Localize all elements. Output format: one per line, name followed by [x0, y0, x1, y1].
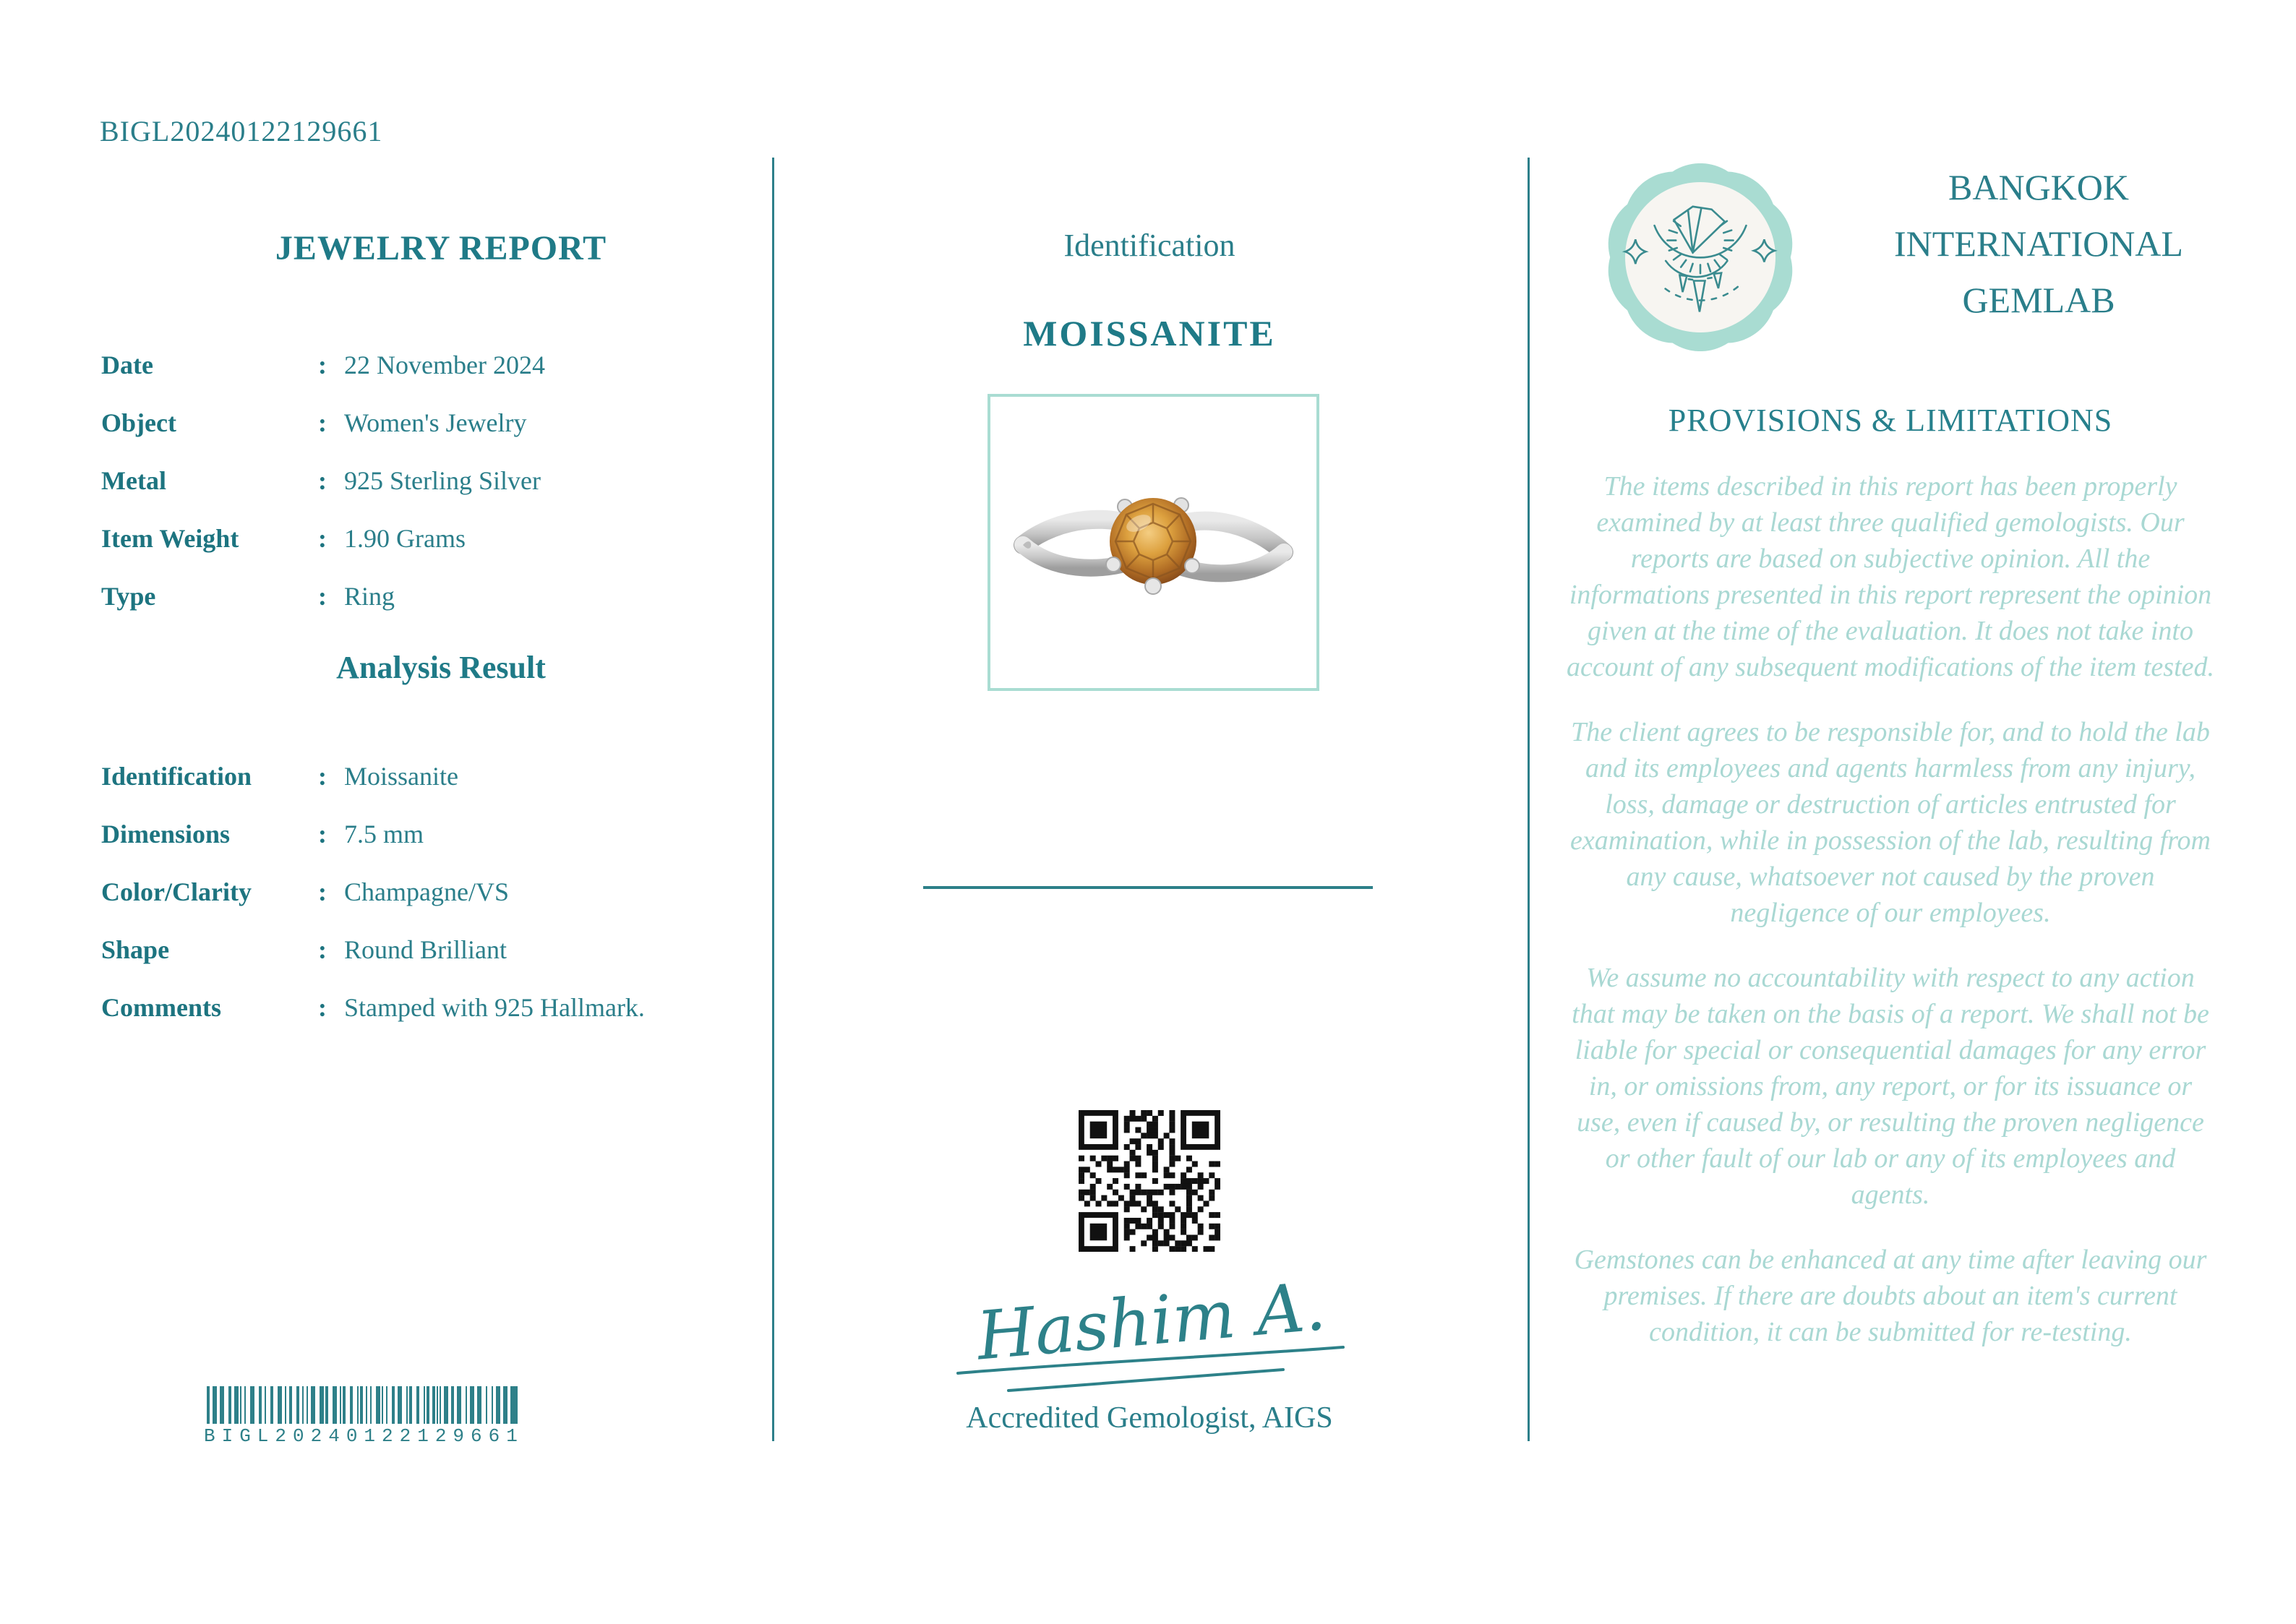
- brand-name: [1847, 159, 2230, 328]
- gemologist-signature: [940, 1263, 1359, 1415]
- field-colon: :: [318, 408, 327, 437]
- field-colon: :: [318, 466, 327, 495]
- report-number: BIGL20240122129661: [100, 115, 383, 147]
- field-label: Dimensions: [101, 820, 231, 848]
- field-row-item-weight: [101, 523, 774, 554]
- page-title: JEWELRY REPORT: [275, 229, 607, 267]
- gemlab-badge-icon: [1606, 163, 1794, 351]
- field-colon: :: [318, 877, 327, 906]
- ring-photo: [990, 397, 1316, 688]
- provisions-body: [1565, 468, 2216, 1379]
- field-value: 925 Sterling Silver: [344, 466, 541, 495]
- field-label: Item Weight: [101, 524, 239, 553]
- field-value: Champagne/VS: [344, 877, 509, 906]
- analysis-row-shape: [101, 935, 774, 965]
- brand-name-line: BANGKOK: [1948, 167, 2129, 207]
- barcode-text: BIGL20240122129661: [204, 1425, 524, 1447]
- field-value: Stamped with 925 Hallmark.: [344, 993, 645, 1022]
- field-value: Round Brilliant: [344, 935, 507, 964]
- field-value: 7.5 mm: [344, 820, 424, 848]
- barcode-bars-icon: [204, 1386, 522, 1424]
- field-value: Moissanite: [344, 762, 458, 791]
- field-colon: :: [318, 524, 327, 553]
- field-label: Type: [101, 582, 156, 611]
- field-label: Date: [101, 351, 153, 379]
- field-label: Comments: [101, 993, 221, 1022]
- analysis-row-color-clarity: [101, 877, 774, 907]
- field-label: Color/Clarity: [101, 877, 252, 906]
- field-row-metal: [101, 465, 774, 496]
- field-row-object: [101, 408, 774, 438]
- identification-heading: Identification: [1063, 228, 1235, 263]
- field-row-type: [101, 581, 774, 611]
- identification-result: MOISSANITE: [1023, 313, 1276, 353]
- field-value: Ring: [344, 582, 395, 611]
- ring-photo-frame: [988, 394, 1319, 691]
- divider-right: [1528, 158, 1530, 1441]
- analysis-result-title: Analysis Result: [336, 650, 546, 685]
- field-label: Shape: [101, 935, 170, 964]
- middle-divider-rule: [923, 886, 1373, 889]
- barcode: [204, 1386, 522, 1447]
- field-colon: :: [318, 935, 327, 964]
- signature-text: Hashim A.: [974, 1267, 1329, 1375]
- signoff-title: Accredited Gemologist, AIGS: [966, 1401, 1333, 1435]
- field-colon: :: [318, 582, 327, 611]
- brand-name-line: INTERNATIONAL: [1894, 223, 2183, 264]
- provisions-paragraph: We assume no accountability with respect to any action that may be taken on the basis of a report. We shall not be liable for special or consequential damages for any error in, or omissions from, any report, or for its issuance or use, even if caused by, or resulting the proven negligence or other fault of our lab or any of its employees and agents.: [1572, 963, 2209, 1210]
- qr-code: [1079, 1110, 1220, 1252]
- analysis-row-identification: [101, 761, 774, 791]
- provisions-title: PROVISIONS & LIMITATIONS: [1668, 403, 2113, 438]
- provisions-paragraph: The items described in this report has been properly examined by at least three qualified gemologists. Our reports are based on subjective opinion. All the informations presented in this report represent the opinion given at the time of the evaluation. It does not take into account of any subsequent modifications of the item tested.: [1566, 471, 2214, 682]
- field-label: Object: [101, 408, 176, 437]
- signature-flourish: [1008, 1370, 1283, 1391]
- field-label: Metal: [101, 466, 166, 495]
- field-value: Women's Jewelry: [344, 408, 527, 437]
- provisions-paragraph: Gemstones can be enhanced at any time after leaving our premises. If there are doubts about an item's current condition, it can be submitted for re-testing.: [1574, 1245, 2207, 1347]
- field-row-date: [101, 350, 774, 380]
- field-colon: :: [318, 762, 327, 791]
- field-colon: :: [318, 351, 327, 379]
- field-value: 22 November 2024: [344, 351, 545, 379]
- field-colon: :: [318, 993, 327, 1022]
- analysis-row-comments: [101, 992, 774, 1023]
- field-label: Identification: [101, 762, 252, 791]
- provisions-paragraph: The client agrees to be responsible for, and to hold the lab and its employees and agents harmless from any injury, loss, damage or destruction of articles entrusted for examination, while in possession of the lab, resulting from any cause, whatsoever not caused by the proven negligence of our employees.: [1570, 717, 2211, 928]
- field-value: 1.90 Grams: [344, 524, 466, 553]
- field-colon: :: [318, 820, 327, 848]
- analysis-row-dimensions: [101, 819, 774, 849]
- brand-name-line: GEMLAB: [1962, 280, 2115, 320]
